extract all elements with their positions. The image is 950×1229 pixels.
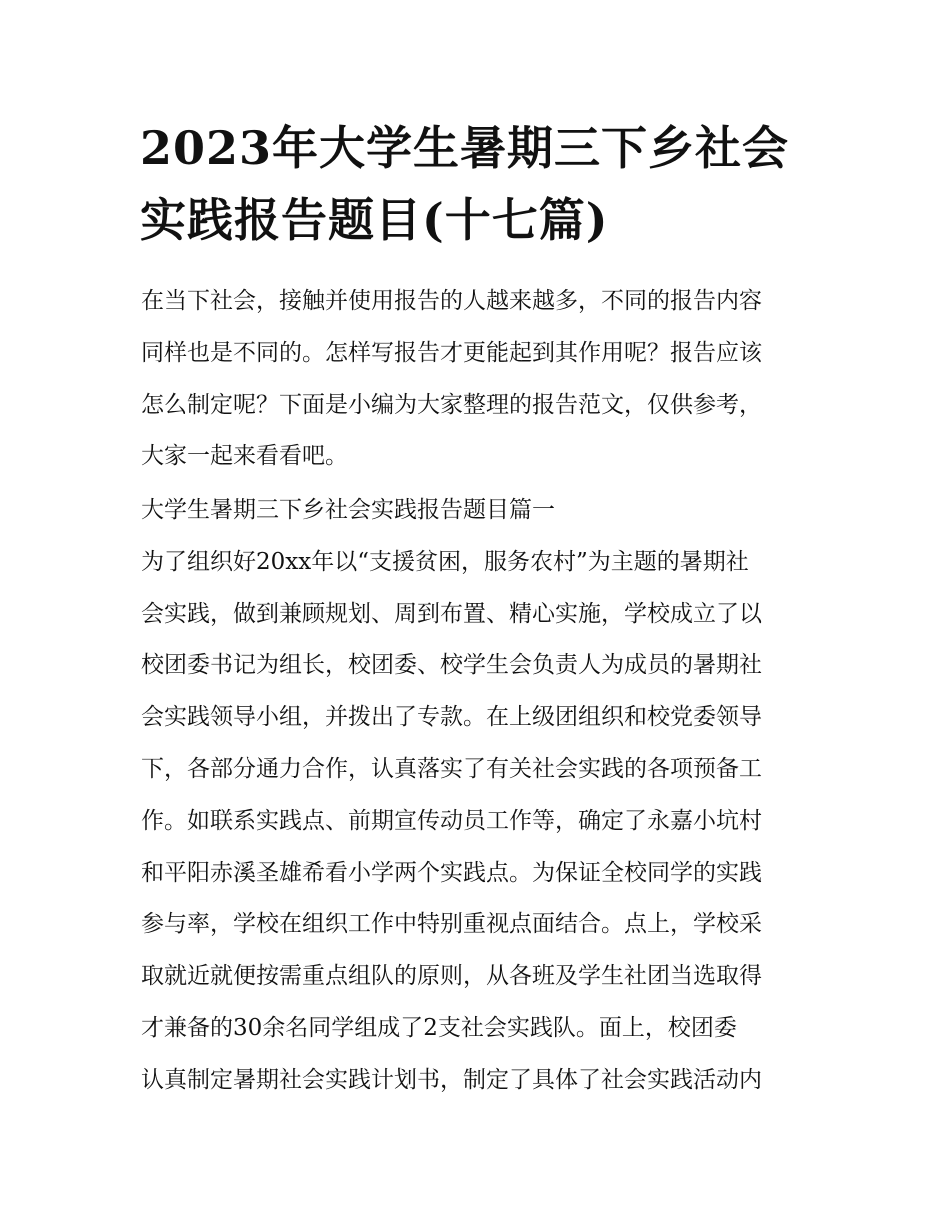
section-heading: 大学生暑期三下乡社会实践报告题目篇一 [141,497,555,523]
intro-paragraph [141,276,821,483]
text-line: 会实践领导小组，并拨出了专款。在上级团组织和校党委领导 [141,704,762,731]
text-line: 才兼备的30余名同学组成了2支社会实践队。面上，校团委 [141,1014,737,1041]
section-body [141,485,821,1107]
text-line: 校团委书记为组长，校团委、校学生会负责人为成员的暑期社 [141,652,762,679]
text-line: 会实践，做到兼顾规划、周到布置、精心实施，学校成立了以 [141,600,762,627]
text-line: 作。如联系实践点、前期宣传动员工作等，确定了永嘉小坑村 [141,807,762,834]
text-line: 参与率，学校在组织工作中特别重视点面结合。点上，学校采 [141,911,762,938]
title-line: 2023年大学生暑期三下乡社会 [140,121,790,175]
text-line: 取就近就便按需重点组队的原则，从各班及学生社团当选取得 [141,963,762,990]
text-line: 同样也是不同的。怎样写报告才更能起到其作用呢？报告应该 [141,339,762,366]
text-line: 在当下社会，接触并使用报告的人越来越多，不同的报告内容 [141,288,762,314]
text-line: 认真制定暑期社会实践计划书，制定了具体了社会实践活动内 [141,1066,762,1093]
text-line: 下，各部分通力合作，认真落实了有关社会实践的各项预备工 [141,755,762,782]
document-title [140,112,820,256]
text-line: 和平阳赤溪圣雄希看小学两个实践点。为保证全校同学的实践 [141,859,762,886]
title-line: 实践报告题目(十七篇) [140,193,609,247]
text-line: 为了组织好20xx年以“支援贫困，服务农村”为主题的暑期社 [141,548,749,575]
text-line: 怎么制定呢？下面是小编为大家整理的报告范文，仅供参考， [141,391,762,418]
text-line: 大家一起来看看吧。 [141,443,348,470]
